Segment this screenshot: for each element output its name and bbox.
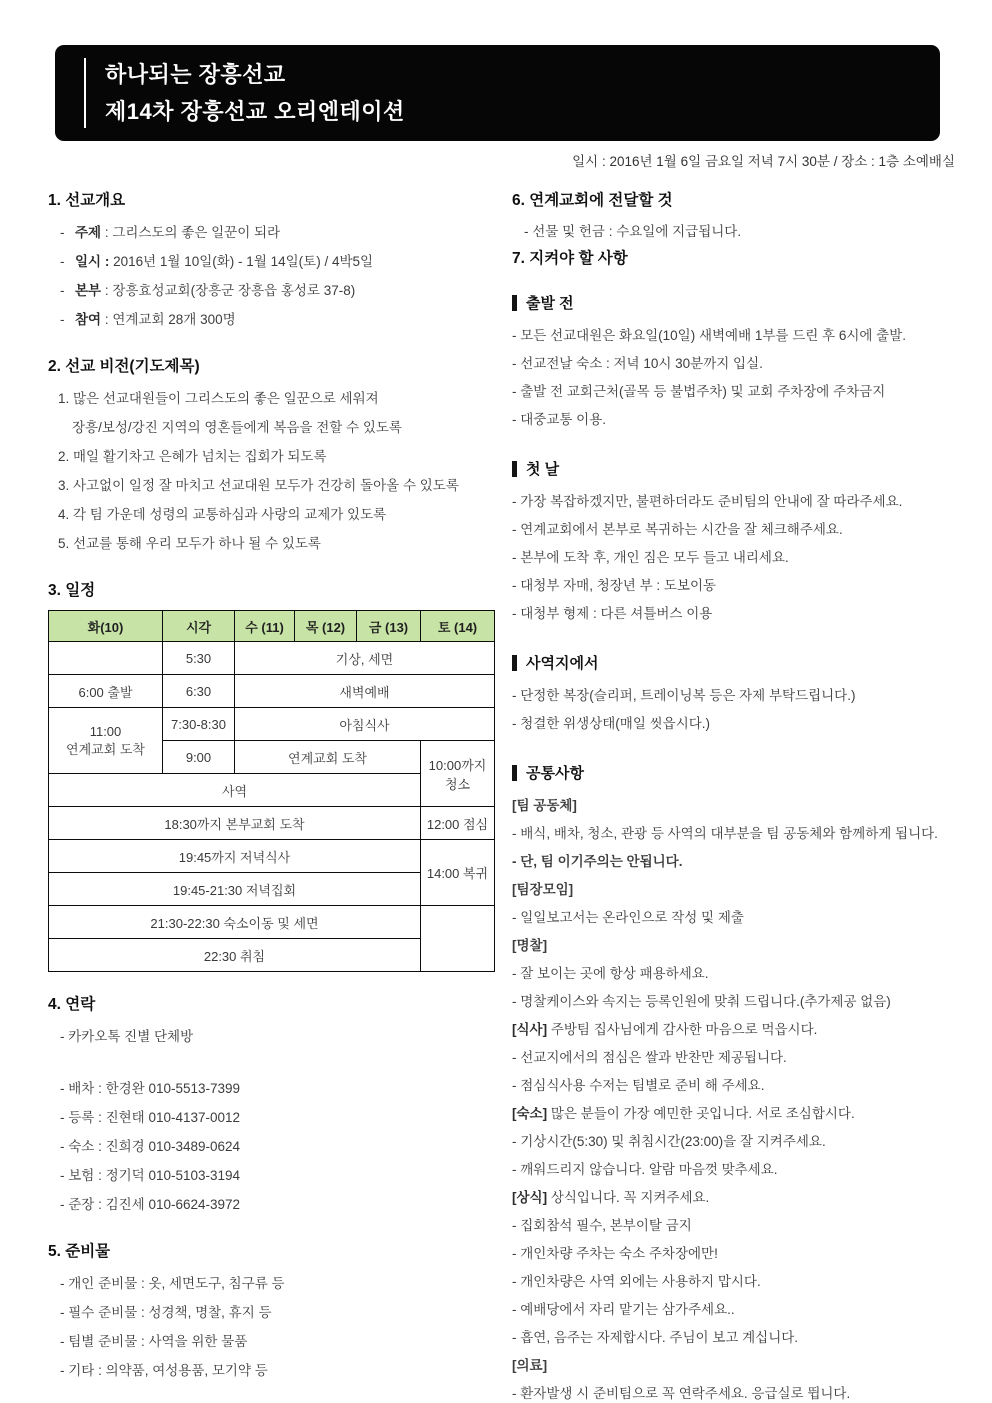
item-text: 2016년 1월 10일(화) - 1월 14일(토) / 4박5일 bbox=[109, 254, 374, 269]
list-item: - 배차 : 한경완 010-5513-7399 bbox=[60, 1081, 241, 1096]
label-lead-text: 많은 분들이 가장 예민한 곳입니다. 서로 조심합시다. bbox=[547, 1106, 855, 1121]
list-item bbox=[60, 218, 494, 247]
schedule-cell: 22:30 취침 bbox=[49, 939, 421, 972]
list-item: - 잘 보이는 곳에 항상 패용하세요. bbox=[512, 966, 709, 981]
section-overview-title: 1. 선교개요 bbox=[48, 192, 126, 209]
schedule-cell: 5:30 bbox=[163, 642, 235, 675]
list-item bbox=[60, 305, 494, 334]
list-item: - 예배당에서 자리 맡기는 삼가주세요.. bbox=[512, 1302, 735, 1317]
dash: - bbox=[60, 312, 65, 327]
table-row bbox=[49, 840, 495, 873]
section-contact bbox=[48, 992, 494, 1219]
section-bar-icon bbox=[512, 655, 517, 671]
list-item: - 대청부 형제 : 다른 셔틀버스 이용 bbox=[512, 606, 713, 621]
list-item: - 숙소 : 진희경 010-3489-0624 bbox=[60, 1139, 241, 1154]
dash: - bbox=[60, 225, 65, 240]
table-row bbox=[49, 708, 495, 741]
schedule-cell: 21:30-22:30 숙소이동 및 세면 bbox=[49, 906, 421, 939]
table-row bbox=[49, 675, 495, 708]
bracket-label: [의료] bbox=[512, 1358, 548, 1373]
column-header: 시각 bbox=[163, 611, 235, 642]
bracket-label: [팀장모임] bbox=[512, 882, 574, 897]
meeting-datetime-location: 일시 : 2016년 1월 6일 금요일 저녁 7시 30분 / 장소 : 1층 소예배실 bbox=[572, 154, 955, 169]
bracket-label: [명찰] bbox=[512, 938, 548, 953]
list-item: - 기상시간(5:30) 및 취침시간(23:00)을 잘 지켜주세요. bbox=[512, 1134, 826, 1149]
column-header: 수 (11) bbox=[235, 611, 295, 642]
list-item bbox=[60, 276, 494, 305]
list-item: - 배식, 배차, 청소, 관광 등 사역의 대부분을 팀 공동체와 함께하게 됩니다. bbox=[512, 826, 938, 841]
list-item: - 집회참석 필수, 본부이탈 금지 bbox=[512, 1218, 692, 1233]
schedule-cell-empty bbox=[421, 906, 495, 972]
list-item: - 가장 복잡하겠지만, 불편하더라도 준비팀의 안내에 잘 따라주세요. bbox=[512, 494, 903, 509]
list-item: - 팀별 준비물 : 사역을 위한 물품 bbox=[60, 1334, 248, 1349]
schedule-cell-empty bbox=[49, 642, 163, 675]
list-item: - 개인 준비물 : 옷, 세면도구, 침구류 등 bbox=[60, 1276, 285, 1291]
list-item-bold: - 단, 팀 이기주의는 안됩니다. bbox=[512, 854, 683, 869]
bracket-label: [상식] bbox=[512, 1190, 548, 1205]
bracket-label: [식사] bbox=[512, 1022, 548, 1037]
list-item: - 깨워드리지 않습니다. 알람 마음껏 맞추세요. bbox=[512, 1162, 778, 1177]
list-item: - 필수 준비물 : 성경책, 명찰, 휴지 등 bbox=[60, 1305, 272, 1320]
item-label: 주제 bbox=[75, 225, 102, 240]
schedule-cell-line: 11:00 bbox=[89, 723, 122, 739]
bracket-label: [숙소] bbox=[512, 1106, 548, 1121]
schedule-cell: 18:30까지 본부교회 도착 bbox=[49, 807, 421, 840]
item-text: : 장흥효성교회(장흥군 장흥읍 홍성로 37-8) bbox=[101, 283, 356, 298]
subsection-header-before-departure bbox=[512, 292, 958, 313]
table-row bbox=[49, 642, 495, 675]
labeled-line bbox=[512, 1016, 958, 1044]
item-label: 본부 bbox=[75, 283, 102, 298]
section-rules bbox=[512, 246, 958, 1403]
schedule-cell: 연계교회 도착 bbox=[235, 741, 421, 774]
right-column bbox=[512, 188, 958, 1403]
section-rules-title: 7. 지켜야 할 사항 bbox=[512, 250, 628, 267]
column-header: 목 (12) bbox=[295, 611, 357, 642]
list-item: - 연계교회에서 본부로 복귀하는 시간을 잘 체크해주세요. bbox=[512, 522, 843, 537]
list-item: 2. 매일 활기차고 은혜가 넘치는 집회가 되도록 bbox=[58, 449, 327, 464]
schedule-cell: 6:00 출발 bbox=[49, 675, 163, 708]
schedule-cell: 새벽예배 bbox=[235, 675, 495, 708]
section-vision-title: 2. 선교 비전(기도제목) bbox=[48, 358, 200, 375]
label-lead-text: 상식입니다. 꼭 지켜주세요. bbox=[547, 1190, 710, 1205]
list-item: 4. 각 팀 가운데 성령의 교통하심과 사랑의 교제가 있도록 bbox=[58, 507, 387, 522]
section-schedule bbox=[48, 578, 494, 972]
list-item: - 모든 선교대원은 화요일(10일) 새벽예배 1부를 드린 후 6시에 출발. bbox=[512, 328, 907, 343]
list-item-continuation: 장흥/보성/강진 지역의 영혼들에게 복음을 전할 수 있도록 bbox=[72, 420, 402, 435]
column-header: 금 (13) bbox=[357, 611, 421, 642]
subsection-title: 공통사항 bbox=[526, 765, 584, 782]
list-item: - 카카오톡 진별 단체방 bbox=[60, 1029, 194, 1044]
schedule-cell: 아침식사 bbox=[235, 708, 495, 741]
list-item: - 환자발생 시 준비팀으로 꼭 연락주세요. 응급실로 뜁니다. bbox=[512, 1386, 851, 1401]
schedule-cell-line: 청소 bbox=[444, 776, 471, 792]
section-overview bbox=[48, 188, 494, 334]
list-item: 5. 선교를 통해 우리 모두가 하나 될 수 있도록 bbox=[58, 536, 321, 551]
section-bar-icon bbox=[512, 461, 517, 477]
spacer bbox=[48, 1051, 494, 1074]
table-row bbox=[49, 807, 495, 840]
list-item: - 출발 전 교회근처(골목 등 불법주차) 및 교회 주차장에 주차금지 bbox=[512, 384, 886, 399]
schedule-cell: 6:30 bbox=[163, 675, 235, 708]
subsection-title: 사역지에서 bbox=[526, 655, 599, 672]
column-header: 토 (14) bbox=[421, 611, 495, 642]
schedule-cell: 7:30-8:30 bbox=[163, 708, 235, 741]
list-item: - 기타 : 의약품, 여성용품, 모기약 등 bbox=[60, 1363, 268, 1378]
schedule-cell: 12:00 점심 bbox=[421, 807, 495, 840]
item-label: 일시 : bbox=[75, 254, 110, 269]
list-item: - 선교전날 숙소 : 저녁 10시 30분까지 입실. bbox=[512, 356, 763, 371]
schedule-cell-line: 연계교회 도착 bbox=[66, 741, 145, 757]
list-item: - 대청부 자매, 청장년 부 : 도보이동 bbox=[512, 578, 717, 593]
item-text: : 그리스도의 좋은 일꾼이 되라 bbox=[101, 225, 281, 240]
list-item: - 본부에 도착 후, 개인 짐은 모두 들고 내리세요. bbox=[512, 550, 789, 565]
list-item: - 흡연, 음주는 자제합시다. 주님이 보고 계십니다. bbox=[512, 1330, 799, 1345]
item-label: 참여 bbox=[75, 312, 102, 327]
schedule-cell: 9:00 bbox=[163, 741, 235, 774]
section-supplies-title: 5. 준비물 bbox=[48, 1243, 111, 1260]
subsection-header-first-day bbox=[512, 458, 958, 479]
dash: - bbox=[60, 254, 65, 269]
section-contact-title: 4. 연락 bbox=[48, 996, 96, 1013]
column-header: 화(10) bbox=[49, 611, 163, 642]
title-banner bbox=[55, 45, 940, 141]
banner-title bbox=[105, 56, 405, 130]
list-item: - 선물 및 헌금 : 수요일에 지급됩니다. bbox=[524, 224, 742, 239]
list-item: - 일일보고서는 온라인으로 작성 및 제출 bbox=[512, 910, 744, 925]
list-item: - 명찰케이스와 속지는 등록인원에 맞춰 드립니다.(추가제공 없음) bbox=[512, 994, 891, 1009]
table-header-row bbox=[49, 611, 495, 642]
list-item: - 준장 : 김진세 010-6624-3972 bbox=[60, 1197, 241, 1212]
banner-title-line2: 제14차 장흥선교 오리엔테이션 bbox=[105, 99, 405, 124]
schedule-cell: 기상, 세면 bbox=[235, 642, 495, 675]
list-item: 1. 많은 선교대원들이 그리스도의 좋은 일꾼으로 세워져 bbox=[58, 391, 379, 406]
section-delivery bbox=[512, 188, 958, 246]
table-row bbox=[49, 906, 495, 939]
section-delivery-title: 6. 연계교회에 전달할 것 bbox=[512, 192, 673, 209]
list-item: - 단정한 복장(슬리퍼, 트레이닝복 등은 자제 부탁드립니다.) bbox=[512, 688, 856, 703]
item-text: : 연계교회 28개 300명 bbox=[101, 312, 236, 327]
labeled-line bbox=[512, 1184, 958, 1212]
list-item: - 점심식사용 수저는 팀별로 준비 해 주세요. bbox=[512, 1078, 765, 1093]
section-bar-icon bbox=[512, 765, 517, 781]
schedule-cell-line: 10:00까지 bbox=[428, 757, 487, 773]
list-item: - 개인차량은 사역 외에는 사용하지 맙시다. bbox=[512, 1274, 761, 1289]
schedule-cell: 19:45-21:30 저녁집회 bbox=[49, 873, 421, 906]
subsection-title: 출발 전 bbox=[526, 295, 574, 312]
schedule-cell bbox=[49, 708, 163, 774]
section-schedule-title: 3. 일정 bbox=[48, 582, 96, 599]
bracket-label: [팀 공동체] bbox=[512, 798, 577, 813]
schedule-cell: 사역 bbox=[49, 774, 421, 807]
left-column bbox=[48, 188, 494, 1403]
label-lead-text: 주방팀 집사님에게 감사한 마음으로 먹읍시다. bbox=[547, 1022, 818, 1037]
banner-accent-bar-icon bbox=[84, 58, 86, 128]
schedule-cell: 19:45까지 저녁식사 bbox=[49, 840, 421, 873]
dash: - bbox=[60, 283, 65, 298]
subsection-header-common bbox=[512, 762, 958, 783]
list-item: - 보험 : 정기덕 010-5103-3194 bbox=[60, 1168, 241, 1183]
list-item: 3. 사고없이 일정 잘 마치고 선교대원 모두가 건강히 돌아올 수 있도록 bbox=[58, 478, 459, 493]
labeled-line bbox=[512, 1100, 958, 1128]
two-column-content bbox=[48, 188, 958, 1403]
section-vision bbox=[48, 354, 494, 558]
list-item: - 대중교통 이용. bbox=[512, 412, 606, 427]
list-item: - 개인차량 주차는 숙소 주차장에만! bbox=[512, 1246, 718, 1261]
list-item: - 선교지에서의 점심은 쌀과 반찬만 제공됩니다. bbox=[512, 1050, 787, 1065]
list-item: - 등록 : 진현태 010-4137-0012 bbox=[60, 1110, 241, 1125]
schedule-cell: 14:00 복귀 bbox=[421, 840, 495, 906]
section-supplies bbox=[48, 1239, 494, 1385]
subsection-title: 첫 날 bbox=[526, 461, 560, 478]
list-item: - 청결한 위생상태(매일 씻읍시다.) bbox=[512, 716, 711, 731]
section-bar-icon bbox=[512, 295, 517, 311]
schedule-cell bbox=[421, 741, 495, 807]
list-item bbox=[60, 247, 494, 276]
banner-title-line1: 하나되는 장흥선교 bbox=[105, 62, 286, 87]
schedule-table bbox=[48, 610, 495, 972]
subsection-header-mission-field bbox=[512, 652, 958, 673]
